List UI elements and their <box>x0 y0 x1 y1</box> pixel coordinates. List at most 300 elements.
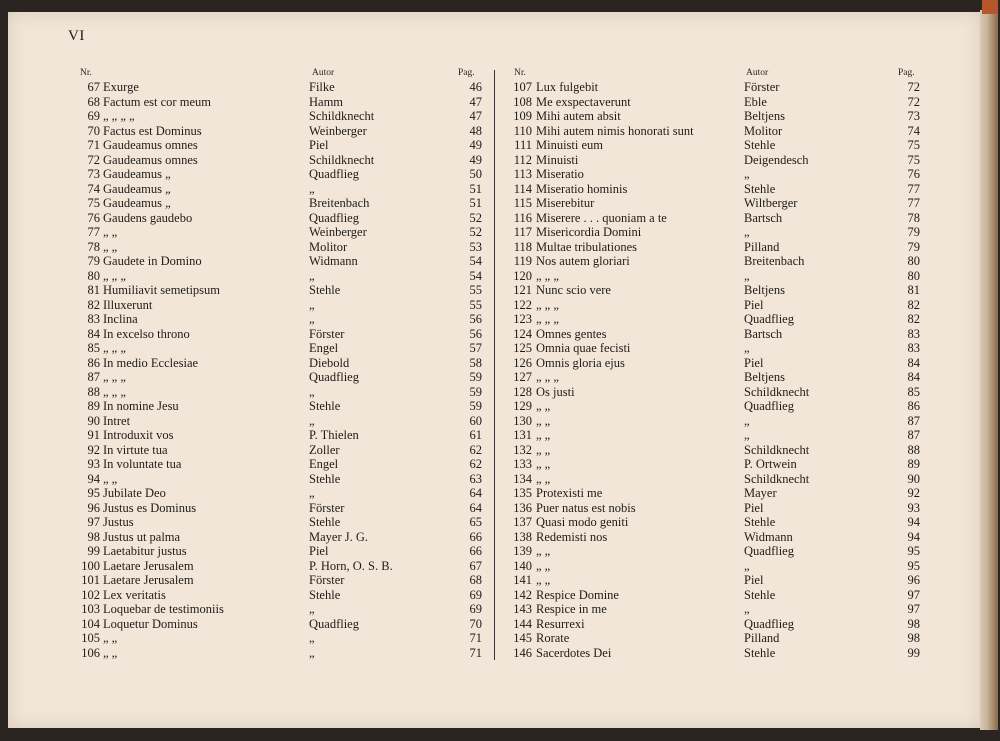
index-entry-row <box>76 530 486 545</box>
index-entry-row <box>508 370 928 385</box>
entry-page: 95 <box>907 544 920 558</box>
entry-author: Deigendesch <box>744 152 809 167</box>
index-entry-row <box>508 588 928 603</box>
entry-title: Omnia quae fecisti <box>536 341 631 355</box>
entry-number: 139 <box>513 544 532 558</box>
entry-title: Protexisti me <box>536 486 603 500</box>
entry-author: Stehle <box>744 138 776 152</box>
column-header <box>508 68 928 80</box>
entry-author: Beltjens <box>744 109 785 123</box>
index-entry-row <box>76 211 486 226</box>
entry-number: 121 <box>513 283 532 297</box>
entry-title: Misericordia Domini <box>536 225 642 239</box>
entry-author: Piel <box>744 573 764 587</box>
entry-author: Filke <box>309 80 335 94</box>
index-entry-row <box>508 443 928 458</box>
entry-title: Miseratio hominis <box>536 181 628 196</box>
entry-page: 90 <box>907 471 920 486</box>
entry-title: Nunc scio vere <box>536 283 611 297</box>
entry-author: Quadflieg <box>744 399 794 413</box>
index-entry-row <box>76 298 486 313</box>
entry-number: 76 <box>87 210 100 225</box>
entry-title: „ „ <box>103 239 118 254</box>
entry-author: Stehle <box>309 399 341 413</box>
entry-number: 102 <box>81 587 100 602</box>
entry-page: 94 <box>907 515 920 529</box>
entry-page: 98 <box>907 631 920 645</box>
column-divider <box>494 70 495 660</box>
entry-author: P. Thielen <box>309 428 359 442</box>
index-entry-row <box>508 457 928 472</box>
entry-number: 82 <box>87 297 100 312</box>
entry-author: Engel <box>309 457 339 471</box>
index-entry-row <box>76 138 486 153</box>
index-entry-row <box>76 457 486 472</box>
entry-author: Breitenbach <box>744 254 805 268</box>
entry-number: 115 <box>513 196 532 210</box>
index-entry-row <box>508 356 928 371</box>
entry-title: „ „ <box>536 428 551 442</box>
index-entry-row <box>76 283 486 298</box>
entry-author: „ <box>744 413 750 428</box>
entry-author: „ <box>309 645 315 660</box>
entry-number: 138 <box>513 529 532 544</box>
entry-number: 117 <box>513 225 532 239</box>
entry-page: 55 <box>469 283 482 297</box>
entry-number: 130 <box>513 413 532 428</box>
entry-page: 86 <box>907 399 920 413</box>
index-entry-row <box>76 341 486 356</box>
entry-number: 81 <box>87 283 100 297</box>
entry-author: Widmann <box>309 254 358 268</box>
entry-number: 127 <box>513 370 532 384</box>
entry-page: 69 <box>469 587 482 602</box>
index-entry-row <box>76 240 486 255</box>
entry-number: 100 <box>81 558 100 573</box>
entry-author: Bartsch <box>744 210 783 225</box>
entry-title: In voluntate tua <box>103 457 182 471</box>
index-entry-row <box>508 602 928 617</box>
entry-author: Stehle <box>744 645 776 660</box>
entry-page: 82 <box>907 312 920 326</box>
entry-number: 98 <box>87 529 100 544</box>
column-header <box>76 68 486 80</box>
entry-author: Piel <box>744 355 764 370</box>
entry-author: Widmann <box>744 529 793 544</box>
entry-page: 67 <box>469 558 482 573</box>
entry-number: 68 <box>87 94 100 109</box>
entry-page: 51 <box>469 181 482 196</box>
entry-page: 47 <box>469 109 482 123</box>
entry-number: 110 <box>513 123 532 138</box>
entry-page: 82 <box>907 297 920 312</box>
entry-author: „ <box>744 167 750 181</box>
index-entry-row <box>76 559 486 574</box>
entry-number: 95 <box>87 486 100 500</box>
page-number: VI <box>68 28 85 44</box>
entry-number: 126 <box>513 355 532 370</box>
index-entry-row <box>508 544 928 559</box>
entry-number: 103 <box>81 602 100 616</box>
index-entry-row <box>508 428 928 443</box>
entry-author: Weinberger <box>309 123 367 138</box>
entry-number: 78 <box>87 239 100 254</box>
header-pag: Pag. <box>898 68 915 78</box>
entry-page: 65 <box>469 515 482 529</box>
entry-page: 59 <box>469 384 482 399</box>
entry-number: 85 <box>87 341 100 355</box>
entry-author: Bartsch <box>744 326 783 341</box>
entry-number: 112 <box>513 152 532 167</box>
entry-number: 67 <box>87 80 100 94</box>
entry-author: Piel <box>744 297 764 312</box>
entry-number: 97 <box>87 515 100 529</box>
entry-page: 48 <box>469 123 482 138</box>
entry-author: Schildknecht <box>744 384 810 399</box>
entry-title: Me exspectaverunt <box>536 94 631 109</box>
entry-page: 46 <box>469 80 482 94</box>
index-entry-row <box>76 573 486 588</box>
entry-author: Schildknecht <box>744 471 810 486</box>
entry-title: „ „ <box>536 558 551 573</box>
index-entry-row <box>508 501 928 516</box>
index-column-right <box>508 68 928 660</box>
entry-author: Breitenbach <box>309 196 370 210</box>
entry-title: „ „ <box>536 544 551 558</box>
index-entry-row <box>76 501 486 516</box>
entry-author: Stehle <box>309 515 341 529</box>
index-entry-row <box>508 211 928 226</box>
entry-author: Quadflieg <box>309 167 359 181</box>
entry-page: 98 <box>907 616 920 631</box>
index-entry-row <box>76 109 486 124</box>
entry-number: 96 <box>87 500 100 515</box>
index-entry-row <box>508 138 928 153</box>
entry-page: 60 <box>469 413 482 428</box>
bookmark-tab <box>982 0 998 14</box>
entry-title: Inclina <box>103 312 138 326</box>
entry-author: Quadflieg <box>309 616 359 631</box>
entry-title: Illuxerunt <box>103 297 153 312</box>
index-entry-row <box>508 341 928 356</box>
entry-title: In excelso throno <box>103 326 190 341</box>
entry-author: Hamm <box>309 94 344 109</box>
entry-title: Minuisti eum <box>536 138 604 152</box>
entry-number: 69 <box>87 109 100 123</box>
entry-number: 143 <box>513 602 532 616</box>
entry-author: Beltjens <box>744 283 785 297</box>
entry-author: Wiltberger <box>744 196 798 210</box>
entry-page: 56 <box>469 326 482 341</box>
entry-page: 79 <box>907 239 920 254</box>
entry-author: „ <box>744 602 750 616</box>
entry-title: Justus es Dominus <box>103 500 197 515</box>
index-entry-row <box>76 515 486 530</box>
entry-author: Quadflieg <box>744 544 794 558</box>
index-entry-row <box>508 399 928 414</box>
page-edge <box>980 10 998 730</box>
entry-title: „ „ „ <box>103 268 126 283</box>
index-entry-row <box>508 646 928 661</box>
entry-title: Multae tribulationes <box>536 239 638 254</box>
entry-title: „ „ <box>103 631 118 645</box>
entry-number: 80 <box>87 268 100 283</box>
index-entry-row <box>508 153 928 168</box>
entry-number: 74 <box>87 181 100 196</box>
entry-author: Quadflieg <box>744 312 794 326</box>
entry-author: Diebold <box>309 355 350 370</box>
entry-author: Pilland <box>744 239 780 254</box>
index-entry-row <box>76 486 486 501</box>
index-entry-row <box>508 631 928 646</box>
entry-title: Laetabitur justus <box>103 544 187 558</box>
entry-page: 47 <box>469 94 482 109</box>
entry-page: 54 <box>469 254 482 268</box>
entry-page: 66 <box>469 529 482 544</box>
entry-number: 146 <box>513 645 532 660</box>
entry-author: „ <box>309 181 315 196</box>
index-entry-row <box>76 269 486 284</box>
index-entry-row <box>76 225 486 240</box>
entry-page: 72 <box>907 94 920 109</box>
index-entry-row <box>508 414 928 429</box>
entry-author: „ <box>744 225 750 239</box>
header-nr: Nr. <box>80 68 92 78</box>
entry-page: 64 <box>469 500 482 515</box>
index-entry-row <box>508 617 928 632</box>
entry-author: Engel <box>309 341 339 355</box>
entry-title: Gaudeamus „ <box>103 167 171 181</box>
entry-number: 140 <box>513 558 532 573</box>
entry-page: 71 <box>469 645 482 660</box>
index-entry-row <box>76 182 486 197</box>
index-entry-row <box>508 573 928 588</box>
entry-number: 86 <box>87 355 100 370</box>
entry-page: 92 <box>907 486 920 500</box>
entry-page: 72 <box>907 80 920 94</box>
entry-title: Factus est Dominus <box>103 123 202 138</box>
entry-number: 111 <box>514 138 532 152</box>
entry-author: Piel <box>309 138 329 152</box>
entry-number: 83 <box>87 312 100 326</box>
entry-number: 94 <box>87 471 100 486</box>
entry-page: 68 <box>469 573 482 587</box>
index-entry-row <box>76 312 486 327</box>
index-entry-row <box>76 646 486 661</box>
entry-author: Quadflieg <box>309 210 359 225</box>
entry-title: Loquebar de testimoniis <box>103 602 224 616</box>
entry-title: Sacerdotes Dei <box>536 645 612 660</box>
entry-author: Molitor <box>309 239 348 254</box>
entry-page: 49 <box>469 152 482 167</box>
entry-page: 75 <box>907 152 920 167</box>
index-entry-row <box>76 254 486 269</box>
index-entry-row <box>76 370 486 385</box>
entry-author: Schildknecht <box>744 442 810 457</box>
index-entry-row <box>76 153 486 168</box>
entry-number: 70 <box>87 123 100 138</box>
entry-number: 145 <box>513 631 532 645</box>
entry-title: „ „ <box>536 573 551 587</box>
entry-author: Zoller <box>309 442 340 457</box>
entry-number: 105 <box>81 631 100 645</box>
entry-page: 51 <box>469 196 482 210</box>
entry-title: Miserere . . . quoniam a te <box>536 210 667 225</box>
header-nr: Nr. <box>514 68 526 78</box>
entry-number: 141 <box>513 573 532 587</box>
entry-title: In medio Ecclesiae <box>103 355 199 370</box>
entry-page: 77 <box>907 181 920 196</box>
entry-page: 85 <box>907 384 920 399</box>
entry-title: Laetare Jerusalem <box>103 573 194 587</box>
entry-page: 54 <box>469 268 482 283</box>
index-entry-row <box>76 617 486 632</box>
entry-title: Puer natus est nobis <box>536 500 636 515</box>
entry-number: 134 <box>513 471 532 486</box>
entry-number: 125 <box>513 341 532 355</box>
entry-page: 99 <box>907 645 920 660</box>
entry-page: 59 <box>469 399 482 413</box>
entry-author: „ <box>309 413 315 428</box>
entry-title: In virtute tua <box>103 442 168 457</box>
entry-title: „ „ „ <box>536 312 559 326</box>
entry-author: Förster <box>744 80 780 94</box>
entry-page: 62 <box>469 457 482 471</box>
index-entry-row <box>508 109 928 124</box>
entry-page: 59 <box>469 370 482 384</box>
entry-author: „ <box>309 486 315 500</box>
entry-number: 79 <box>87 254 100 268</box>
entry-author: Piel <box>744 500 764 515</box>
entry-title: „ „ „ <box>536 297 559 312</box>
entry-author: „ <box>744 558 750 573</box>
index-entry-row <box>508 298 928 313</box>
entry-page: 55 <box>469 297 482 312</box>
entry-page: 79 <box>907 225 920 239</box>
entry-author: Weinberger <box>309 225 367 239</box>
entry-number: 114 <box>513 181 532 196</box>
entry-number: 88 <box>87 384 100 399</box>
entry-title: Omnis gloria ejus <box>536 355 625 370</box>
entry-author: Beltjens <box>744 370 785 384</box>
entry-page: 84 <box>907 370 920 384</box>
entry-title: Miserebitur <box>536 196 595 210</box>
entry-number: 109 <box>513 109 532 123</box>
entry-page: 84 <box>907 355 920 370</box>
entry-title: Nos autem gloriari <box>536 254 630 268</box>
entry-title: Redemisti nos <box>536 529 608 544</box>
entry-page: 52 <box>469 210 482 225</box>
entry-title: Humiliavit semetipsum <box>103 283 221 297</box>
entry-page: 71 <box>469 631 482 645</box>
entry-author: „ <box>309 631 315 645</box>
entry-title: Mihi autem absit <box>536 109 621 123</box>
entry-number: 77 <box>87 225 100 239</box>
entry-title: „ „ „ <box>103 341 126 355</box>
entry-page: 74 <box>907 123 920 138</box>
index-entry-row <box>508 312 928 327</box>
entry-title: Factum est cor meum <box>103 94 211 109</box>
index-entry-row <box>76 588 486 603</box>
entry-number: 136 <box>513 500 532 515</box>
entry-author: Stehle <box>744 515 776 529</box>
entry-title: Resurrexi <box>536 616 585 631</box>
entry-title: „ „ <box>536 471 551 486</box>
entry-title: „ „ <box>103 225 118 239</box>
index-entry-row <box>76 428 486 443</box>
entry-page: 89 <box>907 457 920 471</box>
entry-author: Stehle <box>309 587 341 602</box>
entry-number: 142 <box>513 587 532 602</box>
entry-number: 124 <box>513 326 532 341</box>
entry-page: 50 <box>469 167 482 181</box>
entry-title: Lux fulgebit <box>536 80 599 94</box>
index-entry-row <box>508 167 928 182</box>
entry-title: Loquetur Dominus <box>103 616 198 631</box>
entry-title: Rorate <box>536 631 570 645</box>
entry-title: Mihi autem nimis honorati sunt <box>536 123 694 138</box>
entry-author: Eble <box>744 94 767 109</box>
entry-number: 91 <box>87 428 100 442</box>
index-entry-row <box>76 443 486 458</box>
entry-number: 107 <box>513 80 532 94</box>
entry-page: 97 <box>907 587 920 602</box>
entry-title: Respice in me <box>536 602 607 616</box>
entry-title: Gaudeamus omnes <box>103 152 198 167</box>
index-entry-row <box>76 385 486 400</box>
index-entry-row <box>76 196 486 211</box>
entry-author: Mayer J. G. <box>309 529 369 544</box>
entry-title: Gaudens gaudebo <box>103 210 193 225</box>
entry-number: 101 <box>81 573 100 587</box>
entry-number: 120 <box>513 268 532 283</box>
entry-page: 96 <box>907 573 920 587</box>
entry-page: 73 <box>907 109 920 123</box>
entry-title: Justus <box>103 515 134 529</box>
entry-title: Exurge <box>103 80 139 94</box>
entry-author: „ <box>309 268 315 283</box>
entry-number: 118 <box>513 239 532 254</box>
index-entry-row <box>508 196 928 211</box>
entry-title: Gaudete in Domino <box>103 254 202 268</box>
entry-title: Miseratio <box>536 167 584 181</box>
entry-author: Schildknecht <box>309 109 375 123</box>
entry-title: Respice Domine <box>536 587 619 602</box>
entry-number: 132 <box>513 442 532 457</box>
entry-number: 75 <box>87 196 100 210</box>
entry-title: Lex veritatis <box>103 587 166 602</box>
index-entry-row <box>508 472 928 487</box>
entry-number: 71 <box>87 138 100 152</box>
index-entry-row <box>76 602 486 617</box>
entry-title: Minuisti <box>536 152 579 167</box>
entry-title: Jubilate Deo <box>103 486 166 500</box>
entry-author: Förster <box>309 326 345 341</box>
header-pag: Pag. <box>458 68 475 78</box>
index-column-left <box>76 68 486 660</box>
index-entry-row <box>76 327 486 342</box>
entry-author: „ <box>309 312 315 326</box>
entry-title: „ „ „ „ <box>103 109 135 123</box>
index-entry-row <box>508 530 928 545</box>
entry-page: 70 <box>469 616 482 631</box>
entry-author: P. Horn, O. S. B. <box>309 558 393 573</box>
entry-number: 116 <box>513 210 532 225</box>
entry-author: Pilland <box>744 631 780 645</box>
index-entry-row <box>76 399 486 414</box>
entry-title: „ „ „ <box>103 384 126 399</box>
entry-author: Quadflieg <box>309 370 359 384</box>
